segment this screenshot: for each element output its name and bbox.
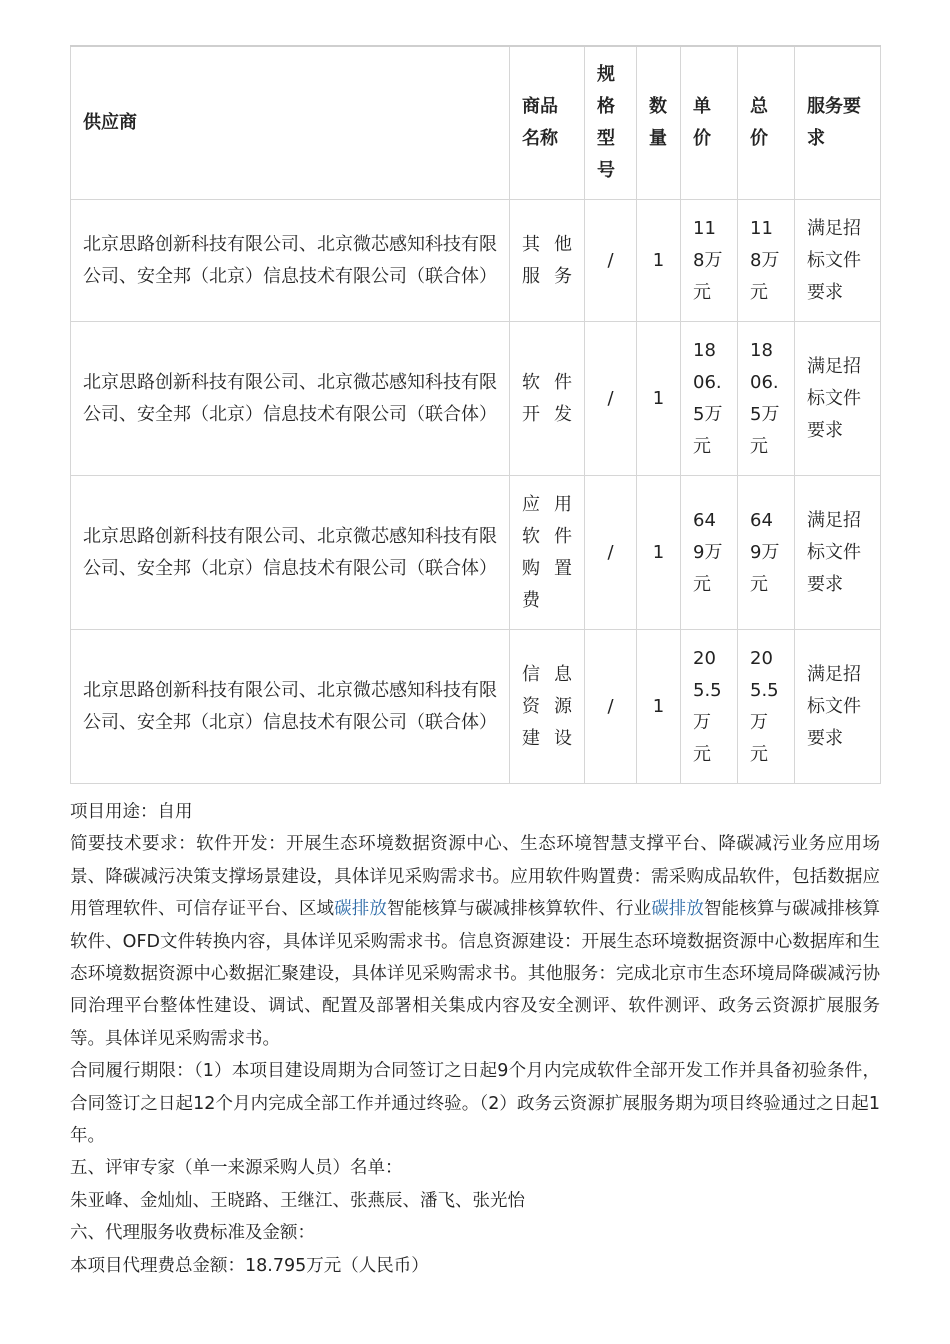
experts-list: 朱亚峰、金灿灿、王晓路、王继江、张燕辰、潘飞、张光怡 xyxy=(70,1190,525,1211)
table-row xyxy=(71,476,881,630)
cell-supplier: 北京思路创新科技有限公司、北京微芯感知科技有限公司、安全邦（北京）信息技术有限公司（联合体） xyxy=(71,322,510,476)
tech-text-2: 智能核算与碳减排核算软件、行业 xyxy=(387,899,652,920)
cell-unit-price: 1806.5万元 xyxy=(681,322,738,476)
header-supplier: 供应商 xyxy=(71,46,510,200)
cell-spec: / xyxy=(585,200,637,322)
cell-supplier: 北京思路创新科技有限公司、北京微芯感知科技有限公司、安全邦（北京）信息技术有限公司（联合体） xyxy=(71,476,510,630)
award-table xyxy=(70,45,881,784)
cell-product: 软件开发 xyxy=(510,322,585,476)
project-purpose: 项目用途：自用 xyxy=(70,802,193,822)
cell-qty: 1 xyxy=(637,476,681,630)
notice-body xyxy=(70,796,880,1282)
cell-qty: 1 xyxy=(637,200,681,322)
cell-total-price: 118万元 xyxy=(738,200,795,322)
header-qty: 数量 xyxy=(637,46,681,200)
table-row xyxy=(71,322,881,476)
table-header-row xyxy=(71,46,881,200)
cell-service: 满足招标文件要求 xyxy=(795,200,881,322)
cell-supplier: 北京思路创新科技有限公司、北京微芯感知科技有限公司、安全邦（北京）信息技术有限公司（联合体） xyxy=(71,630,510,784)
contract-period: 合同履行期限：（1）本项目建设周期为合同签订之日起9个月内完成软件全部开发工作并具备初验条件，合同签订之日起12个月内完成全部工作并通过终验。（2）政务云资源扩展服务期为项目终验通过之日起1年。 xyxy=(70,1061,880,1147)
agency-fee: 本项目代理费总金额：18.795万元（人民币） xyxy=(70,1255,429,1276)
cell-service: 满足招标文件要求 xyxy=(795,322,881,476)
cell-service: 满足招标文件要求 xyxy=(795,630,881,784)
technical-requirements xyxy=(70,828,880,1055)
fee-heading: 六、代理服务收费标准及金额： xyxy=(70,1223,315,1244)
header-service: 服务要求 xyxy=(795,46,881,200)
header-unit-price: 单价 xyxy=(681,46,738,200)
cell-supplier: 北京思路创新科技有限公司、北京微芯感知科技有限公司、安全邦（北京）信息技术有限公司（联合体） xyxy=(71,200,510,322)
cell-product: 应用软件购置费 xyxy=(510,476,585,630)
cell-qty: 1 xyxy=(637,322,681,476)
tech-text-3: 智能核算与碳减排核算软件、OFD文件转换内容，具体详见采购需求书。信息资源建设：开展生态环境数据资源中心数据库和生态环境数据资源中心数据汇聚建设，具体详见采购需求书。其他服务：完成北京市生态环境局降碳减污协同治理平台整体性建设、调试、配置及部署相关集成内容及安全测评、软件测评、政务云资源扩展服务等。具体详见采购需求书。 xyxy=(70,899,881,1049)
carbon-emission-link[interactable]: 碳排放 xyxy=(651,899,705,920)
cell-unit-price: 118万元 xyxy=(681,200,738,322)
table-row xyxy=(71,200,881,322)
cell-product: 信息资源建设 xyxy=(510,630,585,784)
document-page xyxy=(70,45,880,1282)
cell-spec: / xyxy=(585,476,637,630)
cell-qty: 1 xyxy=(637,630,681,784)
cell-product: 其他服务 xyxy=(510,200,585,322)
cell-total-price: 649万元 xyxy=(738,476,795,630)
header-spec: 规格型号 xyxy=(585,46,637,200)
header-total-price: 总价 xyxy=(738,46,795,200)
cell-spec: / xyxy=(585,630,637,784)
header-product: 商品名称 xyxy=(510,46,585,200)
cell-unit-price: 649万元 xyxy=(681,476,738,630)
cell-spec: / xyxy=(585,322,637,476)
cell-service: 满足招标文件要求 xyxy=(795,476,881,630)
table-row xyxy=(71,630,881,784)
tech-text-1: 简要技术要求：软件开发：开展生态环境数据资源中心、生态环境智慧支撑平台、降碳减污业务应用场景、降碳减污决策支撑场景建设，具体详见采购需求书。应用软件购置费：需采购成品软件，包括数据应用管理软件、可信存证平台、区域 xyxy=(70,834,880,920)
cell-unit-price: 205.5万元 xyxy=(681,630,738,784)
experts-heading: 五、评审专家（单一来源采购人员）名单： xyxy=(70,1158,403,1179)
cell-total-price: 1806.5万元 xyxy=(738,322,795,476)
carbon-emission-link[interactable]: 碳排放 xyxy=(334,899,388,920)
cell-total-price: 205.5万元 xyxy=(738,630,795,784)
